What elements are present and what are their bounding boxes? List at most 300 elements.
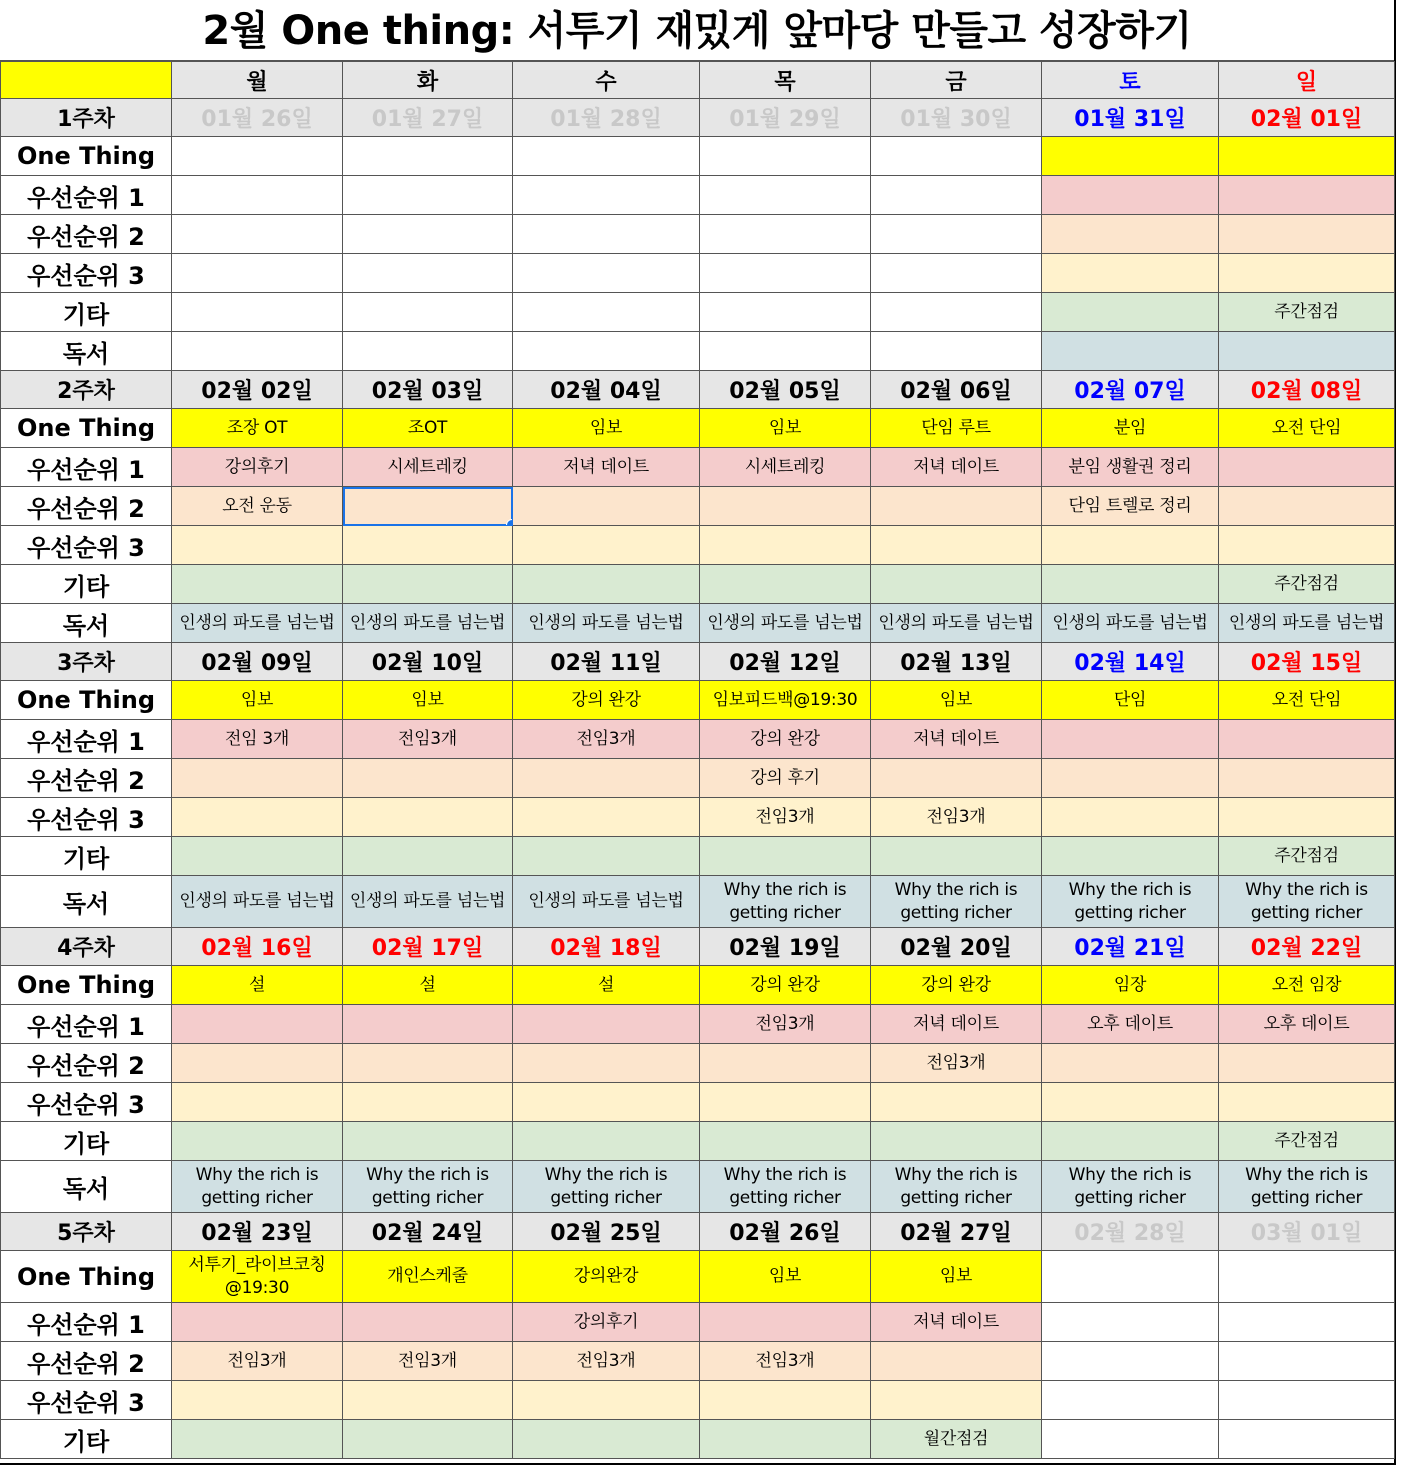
schedule-cell[interactable]: 전임3개: [700, 1005, 871, 1044]
date-cell[interactable]: 01월 27일: [343, 99, 513, 137]
date-cell[interactable]: 02월 04일: [513, 371, 700, 409]
schedule-cell[interactable]: 오전 임장: [1219, 966, 1395, 1005]
date-cell[interactable]: 02월 01일: [1219, 99, 1395, 137]
schedule-cell[interactable]: [1042, 1251, 1219, 1303]
schedule-cell[interactable]: [343, 1122, 513, 1161]
schedule-cell[interactable]: [1042, 1122, 1219, 1161]
date-cell[interactable]: 01월 31일: [1042, 99, 1219, 137]
schedule-cell[interactable]: [172, 293, 343, 332]
schedule-cell[interactable]: 인생의 파도를 넘는법: [172, 876, 343, 928]
day-header[interactable]: 토: [1042, 62, 1219, 99]
schedule-cell[interactable]: [871, 1083, 1042, 1122]
schedule-cell[interactable]: 인생의 파도를 넘는법: [513, 876, 700, 928]
schedule-cell[interactable]: 강의후기: [513, 1303, 700, 1342]
schedule-cell[interactable]: [513, 1122, 700, 1161]
schedule-cell[interactable]: [343, 215, 513, 254]
schedule-cell[interactable]: [343, 1083, 513, 1122]
schedule-cell[interactable]: 강의 완강: [513, 681, 700, 720]
schedule-cell[interactable]: Why the rich is getting richer: [1219, 1161, 1395, 1213]
schedule-cell[interactable]: [513, 215, 700, 254]
schedule-cell[interactable]: 임보피드백@19:30: [700, 681, 871, 720]
schedule-cell[interactable]: [1219, 1342, 1395, 1381]
schedule-cell[interactable]: [513, 1083, 700, 1122]
row-p2: [1, 759, 1395, 798]
schedule-cell[interactable]: [1042, 215, 1219, 254]
schedule-cell[interactable]: [871, 1122, 1042, 1161]
row-label[interactable]: 우선순위 2: [1, 487, 172, 526]
row-label[interactable]: 독서: [1, 332, 172, 371]
row-label[interactable]: 우선순위 1: [1, 448, 172, 487]
schedule-cell[interactable]: 임보: [871, 681, 1042, 720]
schedule-cell[interactable]: 강의완강: [513, 1251, 700, 1303]
schedule-cell[interactable]: [700, 565, 871, 604]
week-date-row: [1, 99, 1395, 137]
schedule-cell[interactable]: [1042, 137, 1219, 176]
schedule-cell[interactable]: 시세트레킹: [700, 448, 871, 487]
schedule-cell[interactable]: [700, 487, 871, 526]
schedule-cell[interactable]: 분임 생활권 정리: [1042, 448, 1219, 487]
schedule-cell[interactable]: [700, 332, 871, 371]
schedule-cell[interactable]: [513, 293, 700, 332]
schedule-cell[interactable]: Why the rich is getting richer: [700, 1161, 871, 1213]
schedule-cell[interactable]: 전임 3개: [172, 720, 343, 759]
schedule-cell[interactable]: [513, 526, 700, 565]
row-label[interactable]: 기타: [1, 565, 172, 604]
schedule-cell[interactable]: 전임3개: [700, 798, 871, 837]
schedule-cell[interactable]: [513, 487, 700, 526]
schedule-cell[interactable]: [700, 215, 871, 254]
schedule-cell[interactable]: 주간점검: [1219, 565, 1395, 604]
schedule-cell[interactable]: [513, 759, 700, 798]
schedule-cell[interactable]: [513, 837, 700, 876]
schedule-cell[interactable]: [700, 1420, 871, 1459]
date-cell[interactable]: 02월 26일: [700, 1213, 871, 1251]
schedule-cell[interactable]: 강의 후기: [700, 759, 871, 798]
schedule-cell[interactable]: 임보: [871, 1251, 1042, 1303]
schedule-cell[interactable]: [871, 137, 1042, 176]
row-label[interactable]: One Thing: [1, 137, 172, 176]
schedule-cell[interactable]: 오전 단임: [1219, 681, 1395, 720]
day-header[interactable]: 금: [871, 62, 1042, 99]
row-label[interactable]: One Thing: [1, 1251, 172, 1303]
schedule-cell[interactable]: 인생의 파도를 넘는법: [343, 876, 513, 928]
schedule-cell[interactable]: [513, 254, 700, 293]
schedule-cell[interactable]: 단임 루트: [871, 409, 1042, 448]
schedule-cell[interactable]: [1042, 1303, 1219, 1342]
schedule-cell[interactable]: 전임3개: [871, 798, 1042, 837]
schedule-cell[interactable]: 주간점검: [1219, 293, 1395, 332]
schedule-cell[interactable]: [172, 215, 343, 254]
date-cell[interactable]: 02월 07일: [1042, 371, 1219, 409]
schedule-cell[interactable]: 단임 트렐로 정리: [1042, 487, 1219, 526]
schedule-cell[interactable]: [343, 759, 513, 798]
schedule-cell[interactable]: 인생의 파도를 넘는법: [513, 604, 700, 643]
schedule-cell[interactable]: [172, 1381, 343, 1420]
row-label[interactable]: 독서: [1, 876, 172, 928]
date-cell[interactable]: 02월 13일: [871, 643, 1042, 681]
schedule-cell[interactable]: [513, 1420, 700, 1459]
row-etc: [1, 837, 1395, 876]
week-label[interactable]: 2주차: [1, 371, 172, 409]
schedule-cell[interactable]: [1042, 720, 1219, 759]
row-etc: [1, 565, 1395, 604]
schedule-cell[interactable]: 인생의 파도를 넘는법: [700, 604, 871, 643]
schedule-cell[interactable]: 조장 OT: [172, 409, 343, 448]
schedule-cell[interactable]: [700, 1381, 871, 1420]
row-label[interactable]: 독서: [1, 1161, 172, 1213]
row-book: [1, 1161, 1395, 1213]
week-date-row: [1, 371, 1395, 409]
schedule-cell[interactable]: [871, 1381, 1042, 1420]
schedule-cell[interactable]: Why the rich is getting richer: [172, 1161, 343, 1213]
row-label[interactable]: 기타: [1, 1420, 172, 1459]
date-cell[interactable]: 02월 14일: [1042, 643, 1219, 681]
schedule-cell[interactable]: 임보: [513, 409, 700, 448]
schedule-cell[interactable]: [1042, 176, 1219, 215]
schedule-cell[interactable]: [343, 837, 513, 876]
week-label[interactable]: 3주차: [1, 643, 172, 681]
schedule-cell[interactable]: [172, 526, 343, 565]
week-label[interactable]: 1주차: [1, 99, 172, 137]
selected-cell[interactable]: [343, 487, 513, 526]
schedule-cell[interactable]: [1219, 448, 1395, 487]
schedule-cell[interactable]: [513, 1005, 700, 1044]
schedule-cell[interactable]: [871, 837, 1042, 876]
row-label[interactable]: 우선순위 1: [1, 1303, 172, 1342]
schedule-cell[interactable]: [1219, 1420, 1395, 1459]
date-cell[interactable]: 02월 16일: [172, 928, 343, 966]
schedule-cell[interactable]: 저녁 데이트: [871, 448, 1042, 487]
day-header[interactable]: 수: [513, 62, 700, 99]
schedule-cell[interactable]: 월간점검: [871, 1420, 1042, 1459]
schedule-cell[interactable]: Why the rich is getting richer: [871, 1161, 1042, 1213]
schedule-cell[interactable]: 임장: [1042, 966, 1219, 1005]
date-cell[interactable]: 02월 02일: [172, 371, 343, 409]
schedule-cell[interactable]: [1219, 137, 1395, 176]
schedule-cell[interactable]: [1219, 332, 1395, 371]
row-book: [1, 876, 1395, 928]
date-cell[interactable]: 01월 26일: [172, 99, 343, 137]
schedule-cell[interactable]: [1042, 798, 1219, 837]
row-label[interactable]: 기타: [1, 837, 172, 876]
schedule-cell[interactable]: 저녁 데이트: [871, 720, 1042, 759]
schedule-cell[interactable]: [700, 1303, 871, 1342]
schedule-cell[interactable]: Why the rich is getting richer: [1042, 876, 1219, 928]
schedule-cell[interactable]: 주간점검: [1219, 837, 1395, 876]
schedule-cell[interactable]: 강의 완강: [700, 966, 871, 1005]
schedule-cell[interactable]: 저녁 데이트: [513, 448, 700, 487]
row-label[interactable]: 우선순위 3: [1, 1381, 172, 1420]
row-label[interactable]: One Thing: [1, 966, 172, 1005]
schedule-cell[interactable]: [1219, 1381, 1395, 1420]
day-header[interactable]: 목: [700, 62, 871, 99]
row-one: [1, 137, 1395, 176]
schedule-cell[interactable]: [1042, 1083, 1219, 1122]
schedule-cell[interactable]: [172, 137, 343, 176]
date-cell[interactable]: 02월 25일: [513, 1213, 700, 1251]
schedule-cell[interactable]: Why the rich is getting richer: [1219, 876, 1395, 928]
day-header[interactable]: 화: [343, 62, 513, 99]
date-cell[interactable]: 02월 08일: [1219, 371, 1395, 409]
date-cell[interactable]: 01월 29일: [700, 99, 871, 137]
date-cell[interactable]: 01월 30일: [871, 99, 1042, 137]
schedule-cell[interactable]: [343, 293, 513, 332]
schedule-cell[interactable]: [1042, 332, 1219, 371]
schedule-cell[interactable]: [700, 137, 871, 176]
week-label[interactable]: 5주차: [1, 1213, 172, 1251]
schedule-cell[interactable]: [1042, 254, 1219, 293]
date-cell[interactable]: 02월 11일: [513, 643, 700, 681]
schedule-cell[interactable]: [172, 759, 343, 798]
schedule-cell[interactable]: [343, 565, 513, 604]
row-label[interactable]: 우선순위 2: [1, 215, 172, 254]
schedule-cell[interactable]: [343, 1044, 513, 1083]
schedule-cell[interactable]: [1042, 1420, 1219, 1459]
date-cell[interactable]: 02월 23일: [172, 1213, 343, 1251]
schedule-cell[interactable]: 인생의 파도를 넘는법: [1219, 604, 1395, 643]
day-header-row: [1, 62, 1395, 99]
row-label[interactable]: 기타: [1, 293, 172, 332]
date-cell[interactable]: 02월 10일: [343, 643, 513, 681]
schedule-cell[interactable]: [1219, 720, 1395, 759]
schedule-cell[interactable]: [1219, 487, 1395, 526]
row-p1: [1, 1005, 1395, 1044]
schedule-cell[interactable]: [1042, 837, 1219, 876]
date-cell[interactable]: 02월 19일: [700, 928, 871, 966]
schedule-cell[interactable]: [343, 798, 513, 837]
schedule-cell[interactable]: [172, 1420, 343, 1459]
schedule-cell[interactable]: [343, 332, 513, 371]
week-date-row: [1, 643, 1395, 681]
schedule-cell[interactable]: [513, 1381, 700, 1420]
schedule-cell[interactable]: [172, 1083, 343, 1122]
schedule-cell[interactable]: [1042, 1381, 1219, 1420]
schedule-cell[interactable]: [513, 332, 700, 371]
schedule-cell[interactable]: 시세트레킹: [343, 448, 513, 487]
schedule-cell[interactable]: [871, 293, 1042, 332]
schedule-cell[interactable]: [1042, 759, 1219, 798]
date-cell[interactable]: 02월 06일: [871, 371, 1042, 409]
schedule-cell[interactable]: 설: [172, 966, 343, 1005]
schedule-cell[interactable]: [1042, 526, 1219, 565]
date-cell[interactable]: 02월 24일: [343, 1213, 513, 1251]
schedule-cell[interactable]: 인생의 파도를 넘는법: [871, 604, 1042, 643]
row-label[interactable]: 우선순위 2: [1, 759, 172, 798]
schedule-cell[interactable]: 전임3개: [343, 1342, 513, 1381]
schedule-cell[interactable]: 강의 완강: [700, 720, 871, 759]
schedule-cell[interactable]: [871, 565, 1042, 604]
date-cell[interactable]: 02월 05일: [700, 371, 871, 409]
schedule-cell[interactable]: [700, 1122, 871, 1161]
schedule-cell[interactable]: [1219, 1044, 1395, 1083]
schedule-cell[interactable]: 설: [513, 966, 700, 1005]
schedule-cell[interactable]: [343, 1381, 513, 1420]
schedule-cell[interactable]: 설: [343, 966, 513, 1005]
schedule-cell[interactable]: 조OT: [343, 409, 513, 448]
schedule-cell[interactable]: [1042, 293, 1219, 332]
row-label[interactable]: One Thing: [1, 409, 172, 448]
schedule-cell[interactable]: 오전 운동: [172, 487, 343, 526]
schedule-cell[interactable]: [1219, 215, 1395, 254]
schedule-cell[interactable]: 강의 완강: [871, 966, 1042, 1005]
row-p2: [1, 1342, 1395, 1381]
date-cell[interactable]: 02월 21일: [1042, 928, 1219, 966]
schedule-cell[interactable]: [1219, 176, 1395, 215]
schedule-cell[interactable]: [343, 176, 513, 215]
schedule-cell[interactable]: [1219, 1083, 1395, 1122]
row-label[interactable]: 우선순위 3: [1, 798, 172, 837]
schedule-cell[interactable]: [700, 837, 871, 876]
day-header[interactable]: 일: [1219, 62, 1395, 99]
schedule-cell[interactable]: [1042, 1044, 1219, 1083]
schedule-cell[interactable]: [343, 526, 513, 565]
schedule-cell[interactable]: [172, 1303, 343, 1342]
schedule-cell[interactable]: [172, 1005, 343, 1044]
schedule-cell[interactable]: [700, 1083, 871, 1122]
schedule-cell[interactable]: [513, 137, 700, 176]
schedule-cell[interactable]: 개인스케줄: [343, 1251, 513, 1303]
date-cell[interactable]: 01월 28일: [513, 99, 700, 137]
schedule-cell[interactable]: [700, 293, 871, 332]
row-label[interactable]: 우선순위 1: [1, 176, 172, 215]
schedule-cell[interactable]: [513, 1044, 700, 1083]
date-cell[interactable]: 02월 17일: [343, 928, 513, 966]
row-label[interactable]: 우선순위 1: [1, 1005, 172, 1044]
row-p3: [1, 1381, 1395, 1420]
schedule-cell[interactable]: 인생의 파도를 넘는법: [343, 604, 513, 643]
schedule-cell[interactable]: 전임3개: [700, 1342, 871, 1381]
schedule-cell[interactable]: Why the rich is getting richer: [700, 876, 871, 928]
row-label[interactable]: 독서: [1, 604, 172, 643]
date-cell[interactable]: 02월 12일: [700, 643, 871, 681]
schedule-cell[interactable]: [1219, 798, 1395, 837]
date-cell[interactable]: 03월 01일: [1219, 1213, 1395, 1251]
date-cell[interactable]: 02월 28일: [1042, 1213, 1219, 1251]
schedule-cell[interactable]: 저녁 데이트: [871, 1303, 1042, 1342]
schedule-cell[interactable]: [871, 215, 1042, 254]
schedule-cell[interactable]: 저녁 데이트: [871, 1005, 1042, 1044]
schedule-cell[interactable]: 임보: [700, 1251, 871, 1303]
schedule-cell[interactable]: [343, 137, 513, 176]
date-cell[interactable]: 02월 20일: [871, 928, 1042, 966]
schedule-cell[interactable]: [343, 1005, 513, 1044]
row-p3: [1, 798, 1395, 837]
schedule-cell[interactable]: [343, 1420, 513, 1459]
schedule-cell[interactable]: 전임3개: [343, 720, 513, 759]
schedule-cell[interactable]: 서투기_라이브코칭 @19:30: [172, 1251, 343, 1303]
row-label[interactable]: 우선순위 2: [1, 1044, 172, 1083]
row-one: [1, 409, 1395, 448]
schedule-cell[interactable]: Why the rich is getting richer: [871, 876, 1042, 928]
schedule-cell[interactable]: [1219, 759, 1395, 798]
schedule-cell[interactable]: 임보: [343, 681, 513, 720]
schedule-cell[interactable]: [1042, 1342, 1219, 1381]
schedule-cell[interactable]: [513, 798, 700, 837]
date-cell[interactable]: 02월 27일: [871, 1213, 1042, 1251]
schedule-cell[interactable]: [700, 1044, 871, 1083]
schedule-cell[interactable]: [1219, 526, 1395, 565]
schedule-cell[interactable]: [1219, 1251, 1395, 1303]
schedule-cell[interactable]: 임보: [172, 681, 343, 720]
row-label[interactable]: 우선순위 3: [1, 526, 172, 565]
schedule-cell[interactable]: 오후 데이트: [1042, 1005, 1219, 1044]
row-label[interactable]: 우선순위 2: [1, 1342, 172, 1381]
schedule-cell[interactable]: 전임3개: [871, 1044, 1042, 1083]
schedule-cell[interactable]: 분임: [1042, 409, 1219, 448]
schedule-cell[interactable]: [871, 526, 1042, 565]
schedule-cell[interactable]: 오전 단임: [1219, 409, 1395, 448]
week-label[interactable]: 4주차: [1, 928, 172, 966]
schedule-cell[interactable]: [700, 526, 871, 565]
date-cell[interactable]: 02월 15일: [1219, 643, 1395, 681]
schedule-cell[interactable]: 주간점검: [1219, 1122, 1395, 1161]
schedule-cell[interactable]: 단임: [1042, 681, 1219, 720]
schedule-cell[interactable]: [172, 332, 343, 371]
schedule-cell[interactable]: 강의후기: [172, 448, 343, 487]
schedule-cell[interactable]: [513, 565, 700, 604]
schedule-cell[interactable]: [172, 565, 343, 604]
row-label[interactable]: 우선순위 3: [1, 254, 172, 293]
schedule-cell[interactable]: 인생의 파도를 넘는법: [172, 604, 343, 643]
schedule-cell[interactable]: Why the rich is getting richer: [343, 1161, 513, 1213]
day-header[interactable]: 월: [172, 62, 343, 99]
date-cell[interactable]: 02월 09일: [172, 643, 343, 681]
schedule-cell[interactable]: [172, 254, 343, 293]
schedule-cell[interactable]: 임보: [700, 409, 871, 448]
schedule-cell[interactable]: [871, 759, 1042, 798]
schedule-cell[interactable]: [172, 798, 343, 837]
schedule-cell[interactable]: [871, 332, 1042, 371]
schedule-cell[interactable]: [700, 254, 871, 293]
schedule-cell[interactable]: [172, 837, 343, 876]
row-etc: [1, 1122, 1395, 1161]
schedule-cell[interactable]: [172, 1044, 343, 1083]
schedule-cell[interactable]: 전임3개: [513, 720, 700, 759]
schedule-cell[interactable]: 전임3개: [172, 1342, 343, 1381]
date-cell[interactable]: 02월 03일: [343, 371, 513, 409]
row-label[interactable]: 기타: [1, 1122, 172, 1161]
schedule-cell[interactable]: Why the rich is getting richer: [1042, 1161, 1219, 1213]
schedule-cell[interactable]: [343, 1303, 513, 1342]
schedule-cell[interactable]: [1219, 1303, 1395, 1342]
schedule-cell[interactable]: [1042, 565, 1219, 604]
schedule-cell[interactable]: [172, 176, 343, 215]
schedule-cell[interactable]: [172, 1122, 343, 1161]
date-cell[interactable]: 02월 18일: [513, 928, 700, 966]
schedule-cell[interactable]: [871, 254, 1042, 293]
schedule-cell[interactable]: [871, 1342, 1042, 1381]
row-label[interactable]: 우선순위 1: [1, 720, 172, 759]
row-label[interactable]: One Thing: [1, 681, 172, 720]
row-p2: [1, 1044, 1395, 1083]
row-label[interactable]: 우선순위 3: [1, 1083, 172, 1122]
corner-cell[interactable]: [1, 62, 172, 99]
schedule-cell[interactable]: [700, 176, 871, 215]
schedule-cell[interactable]: 인생의 파도를 넘는법: [1042, 604, 1219, 643]
fill-handle[interactable]: [506, 519, 513, 526]
schedule-cell[interactable]: [513, 176, 700, 215]
row-p2: [1, 487, 1395, 526]
schedule-cell[interactable]: Why the rich is getting richer: [513, 1161, 700, 1213]
schedule-cell[interactable]: [871, 487, 1042, 526]
schedule-cell[interactable]: [1219, 254, 1395, 293]
row-p1: [1, 1303, 1395, 1342]
schedule-cell[interactable]: [343, 254, 513, 293]
date-cell[interactable]: 02월 22일: [1219, 928, 1395, 966]
schedule-cell[interactable]: 오후 데이트: [1219, 1005, 1395, 1044]
schedule-cell[interactable]: [871, 176, 1042, 215]
schedule-cell[interactable]: 전임3개: [513, 1342, 700, 1381]
